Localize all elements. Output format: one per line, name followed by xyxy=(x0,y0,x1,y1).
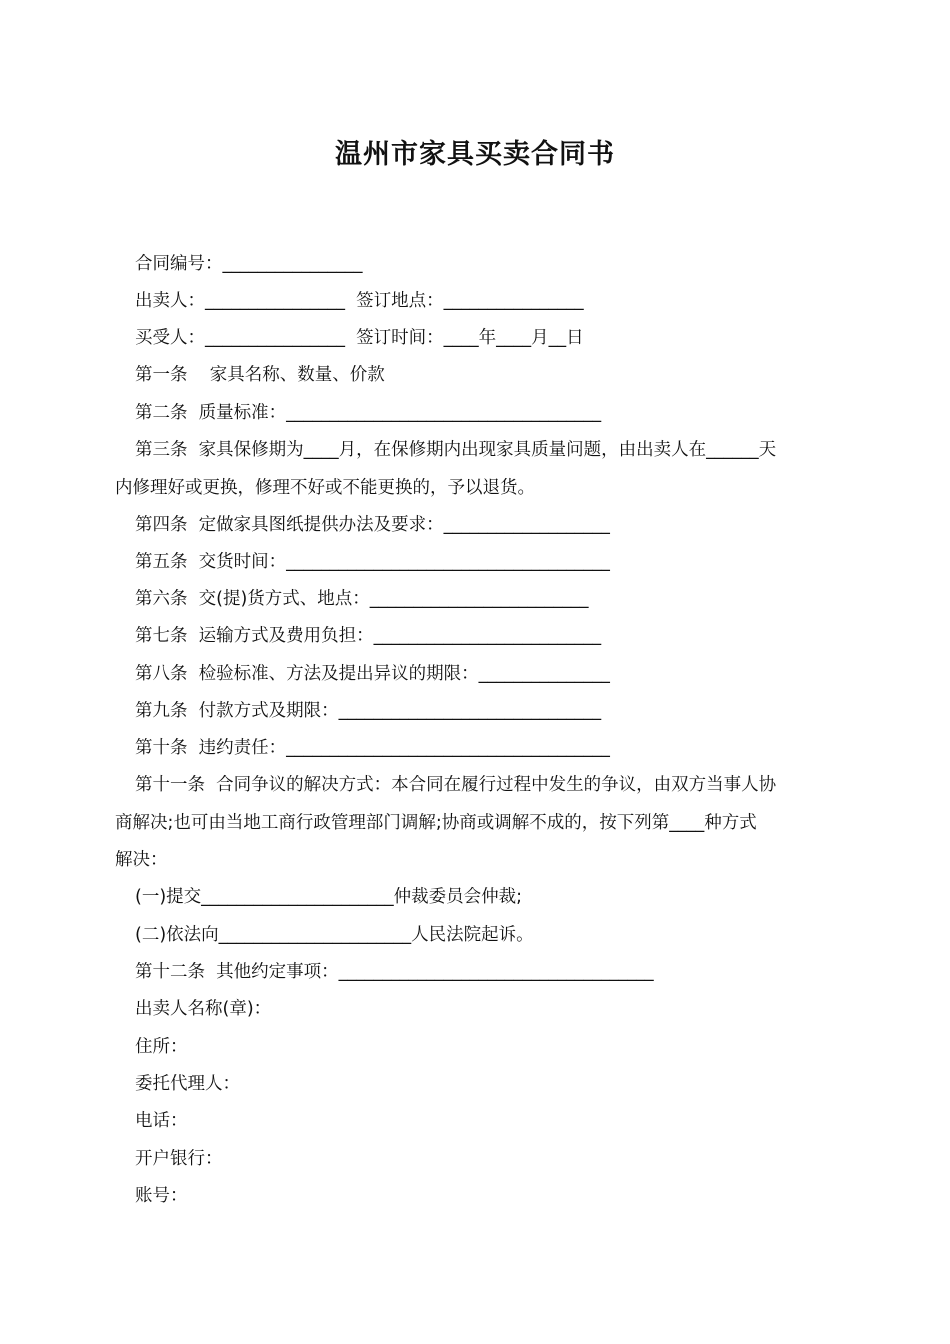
buyer-line: 买受人：________________ 签订时间：____年____月__日 xyxy=(135,328,584,348)
option-arbitration: (一)提交______________________仲裁委员会仲裁; xyxy=(135,887,523,907)
phone-label: 电话： xyxy=(135,1111,188,1131)
article-12: 第十二条 其他约定事项：____________________________________ xyxy=(135,962,654,982)
seller-line: 出卖人：________________ 签订地点：________________ xyxy=(135,291,584,311)
address-label: 住所： xyxy=(135,1037,188,1057)
article-11: 第十一条 合同争议的解决方式：本合同在履行过程中发生的争议，由双方当事人协 xyxy=(135,775,777,795)
page-title: 温州市家具买卖合同书 xyxy=(335,139,615,170)
article-9: 第九条 付款方式及期限：______________________________ xyxy=(135,701,602,721)
article-10: 第十条 违约责任：_____________________________________ xyxy=(135,738,610,758)
article-3: 第三条 家具保修期为____月，在保修期内出现家具质量问题，由出卖人在______天 xyxy=(135,440,777,460)
article-3-cont: 内修理好或更换，修理不好或不能更换的，予以退货。 xyxy=(115,478,535,498)
article-11-cont: 商解决;也可由当地工商行政管理部门调解;协商或调解不成的，按下列第____种方式 xyxy=(115,813,757,833)
bank-label: 开户银行： xyxy=(135,1149,223,1169)
article-5: 第五条 交货时间：_____________________________________ xyxy=(135,552,610,572)
article-7: 第七条 运输方式及费用负担：__________________________ xyxy=(135,626,602,646)
agent-label: 委托代理人： xyxy=(135,1074,240,1094)
article-6: 第六条 交(提)货方式、地点：_________________________ xyxy=(135,589,589,609)
article-11-cont2: 解决： xyxy=(115,850,168,870)
account-label: 账号： xyxy=(135,1186,188,1206)
contract-number-line: 合同编号：________________ xyxy=(135,254,363,274)
article-1: 第一条 家具名称、数量、价款 xyxy=(135,365,385,385)
article-4: 第四条 定做家具图纸提供办法及要求：___________________ xyxy=(135,515,610,535)
option-court: (二)依法向______________________人民法院起诉。 xyxy=(135,925,534,945)
article-2: 第二条 质量标准：____________________________________ xyxy=(135,403,602,423)
article-8: 第八条 检验标准、方法及提出异议的期限：_______________ xyxy=(135,664,610,684)
seller-name-label: 出卖人名称(章)： xyxy=(135,999,272,1019)
